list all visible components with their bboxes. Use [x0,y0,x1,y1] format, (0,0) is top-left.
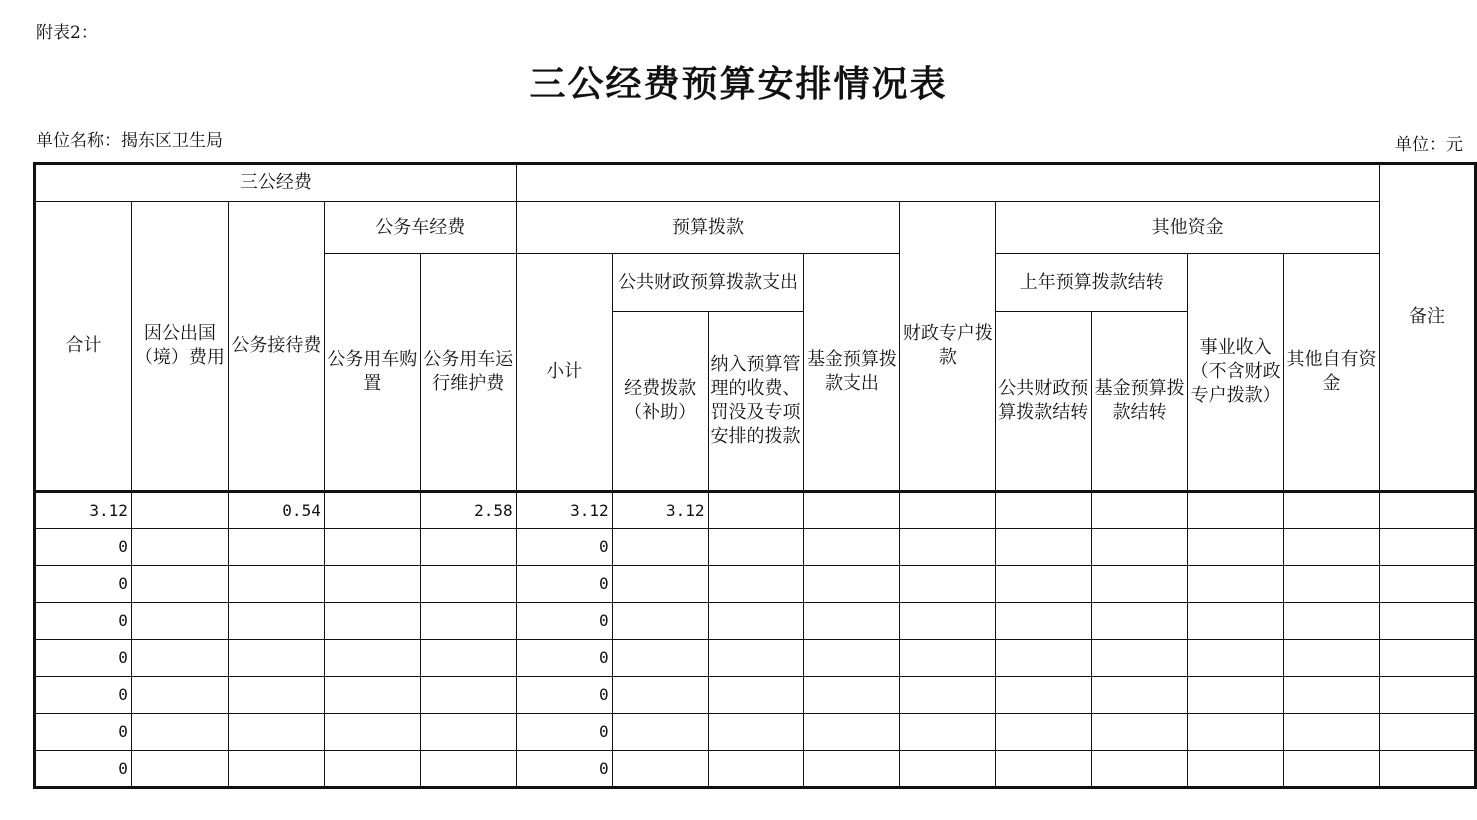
cell-funding-subsidy [612,566,708,603]
header-subtotal: 小计 [516,254,612,492]
cell-abroad [131,751,228,788]
header-budget-group: 预算拨款 [516,202,900,254]
cell-subtotal: 0 [516,529,612,566]
cell-empty [1379,714,1475,751]
cell-empty [804,714,900,751]
cell-vehicle-operation [420,603,516,640]
cell-empty [1379,640,1475,677]
cell-empty [804,529,900,566]
cell-funding-subsidy [612,677,708,714]
cell-total: 0 [35,640,132,677]
cell-empty [1379,603,1475,640]
cell-reception [228,640,324,677]
cell-total: 0 [35,714,132,751]
cell-empty [996,677,1092,714]
header-other-funds-group: 其他资金 [996,202,1380,254]
sangong-budget-table [33,162,1477,789]
cell-empty [1284,640,1380,677]
cell-empty [708,640,804,677]
header-reception: 公务接待费 [228,202,324,492]
cell-empty [804,492,900,529]
cell-empty [1379,566,1475,603]
cell-reception: 0.54 [228,492,324,529]
header-public-finance-group: 公共财政预算拨款支出 [612,254,804,312]
table-row [35,529,1476,566]
cell-empty [996,714,1092,751]
cell-empty [804,640,900,677]
cell-empty [708,603,804,640]
header-vehicle-operation: 公务用车运行维护费 [420,254,516,492]
cell-empty [996,492,1092,529]
currency-unit-label: 单位：元 [1395,135,1463,155]
cell-abroad [131,566,228,603]
cell-empty [1188,566,1284,603]
cell-empty [1092,714,1188,751]
cell-empty [1092,529,1188,566]
cell-vehicle-operation [420,677,516,714]
cell-reception [228,714,324,751]
cell-empty [1284,492,1380,529]
cell-reception [228,603,324,640]
cell-subtotal: 0 [516,566,612,603]
appendix-label: 附表2： [36,23,98,43]
cell-vehicle-operation [420,529,516,566]
header-public-finance-carryover: 公共财政预算拨款结转 [996,312,1092,492]
cell-abroad [131,714,228,751]
header-remarks: 备注 [1379,164,1475,492]
cell-empty [708,677,804,714]
cell-vehicle-purchase [324,677,420,714]
header-funding-subsidy: 经费拨款（补助） [612,312,708,492]
cell-empty [900,529,996,566]
cell-vehicle-purchase [324,714,420,751]
cell-abroad [131,640,228,677]
unit-name-label: 单位名称：揭东区卫生局 [36,131,223,151]
cell-empty [900,640,996,677]
cell-empty [708,714,804,751]
cell-vehicle-operation [420,714,516,751]
cell-empty [900,751,996,788]
cell-empty [900,492,996,529]
cell-vehicle-operation: 2.58 [420,492,516,529]
header-sangong: 三公经费 [35,164,517,202]
cell-empty [1188,677,1284,714]
cell-empty [996,751,1092,788]
header-special-finance: 财政专户拨款 [900,202,996,492]
table-row [35,640,1476,677]
cell-empty [1092,492,1188,529]
cell-vehicle-purchase [324,566,420,603]
header-vehicle-purchase: 公务用车购置 [324,254,420,492]
cell-total: 3.12 [35,492,132,529]
cell-vehicle-purchase [324,492,420,529]
header-row-1 [35,164,1476,202]
cell-subtotal: 0 [516,640,612,677]
cell-empty [1188,751,1284,788]
header-abroad: 因公出国（境）费用 [131,202,228,492]
cell-funding-subsidy [612,640,708,677]
cell-total: 0 [35,529,132,566]
cell-funding-subsidy [612,529,708,566]
cell-vehicle-purchase [324,751,420,788]
header-fund-budget: 基金预算拨款支出 [804,254,900,492]
cell-empty [1092,751,1188,788]
table-row [35,751,1476,788]
table-row [35,714,1476,751]
cell-empty [1092,640,1188,677]
page-title: 三公经费预算安排情况表 [529,63,948,105]
cell-empty [708,492,804,529]
header-business-income: 事业收入（不含财政专户拨款） [1188,254,1284,492]
cell-vehicle-operation [420,751,516,788]
table-row [35,677,1476,714]
cell-empty [900,603,996,640]
cell-empty [996,566,1092,603]
cell-empty [1379,492,1475,529]
cell-empty [1284,603,1380,640]
cell-empty [1379,529,1475,566]
cell-total: 0 [35,603,132,640]
cell-subtotal: 0 [516,751,612,788]
cell-empty [804,677,900,714]
cell-vehicle-purchase [324,640,420,677]
cell-reception [228,529,324,566]
cell-vehicle-operation [420,566,516,603]
cell-empty [996,529,1092,566]
cell-empty [996,640,1092,677]
cell-total: 0 [35,566,132,603]
cell-funding-subsidy [612,714,708,751]
header-other-own-funds: 其他自有资金 [1284,254,1380,492]
cell-empty [1188,714,1284,751]
cell-total: 0 [35,677,132,714]
cell-abroad [131,529,228,566]
table-row [35,566,1476,603]
cell-abroad [131,677,228,714]
cell-empty [1284,714,1380,751]
cell-empty [708,751,804,788]
cell-empty [900,566,996,603]
cell-reception [228,566,324,603]
cell-empty [900,714,996,751]
cell-empty [804,751,900,788]
header-funding-source-blank [516,164,1379,202]
cell-empty [900,677,996,714]
cell-empty [1284,677,1380,714]
cell-subtotal: 3.12 [516,492,612,529]
cell-empty [1379,677,1475,714]
header-row-2 [35,202,1476,254]
cell-empty [996,603,1092,640]
cell-empty [804,603,900,640]
cell-empty [708,529,804,566]
cell-empty [1092,566,1188,603]
cell-empty [1379,751,1475,788]
cell-empty [708,566,804,603]
cell-vehicle-operation [420,640,516,677]
cell-funding-subsidy: 3.12 [612,492,708,529]
cell-total: 0 [35,751,132,788]
header-fund-carryover: 基金预算拨款结转 [1092,312,1188,492]
cell-empty [1284,566,1380,603]
cell-empty [804,566,900,603]
cell-vehicle-purchase [324,529,420,566]
cell-subtotal: 0 [516,714,612,751]
cell-abroad [131,603,228,640]
header-vehicle-group: 公务车经费 [324,202,516,254]
cell-empty [1188,492,1284,529]
cell-reception [228,751,324,788]
cell-subtotal: 0 [516,677,612,714]
table-body [35,492,1476,788]
cell-funding-subsidy [612,603,708,640]
table-row [35,492,1476,529]
cell-empty [1092,677,1188,714]
cell-subtotal: 0 [516,603,612,640]
header-total: 合计 [35,202,132,492]
cell-empty [1284,529,1380,566]
table-row [35,603,1476,640]
cell-empty [1284,751,1380,788]
cell-empty [1188,529,1284,566]
cell-funding-subsidy [612,751,708,788]
cell-vehicle-purchase [324,603,420,640]
cell-empty [1188,603,1284,640]
cell-empty [1092,603,1188,640]
cell-reception [228,677,324,714]
cell-abroad [131,492,228,529]
header-fees-fines: 纳入预算管理的收费、罚没及专项安排的拨款 [708,312,804,492]
header-last-year-group: 上年预算拨款结转 [996,254,1188,312]
cell-empty [1188,640,1284,677]
